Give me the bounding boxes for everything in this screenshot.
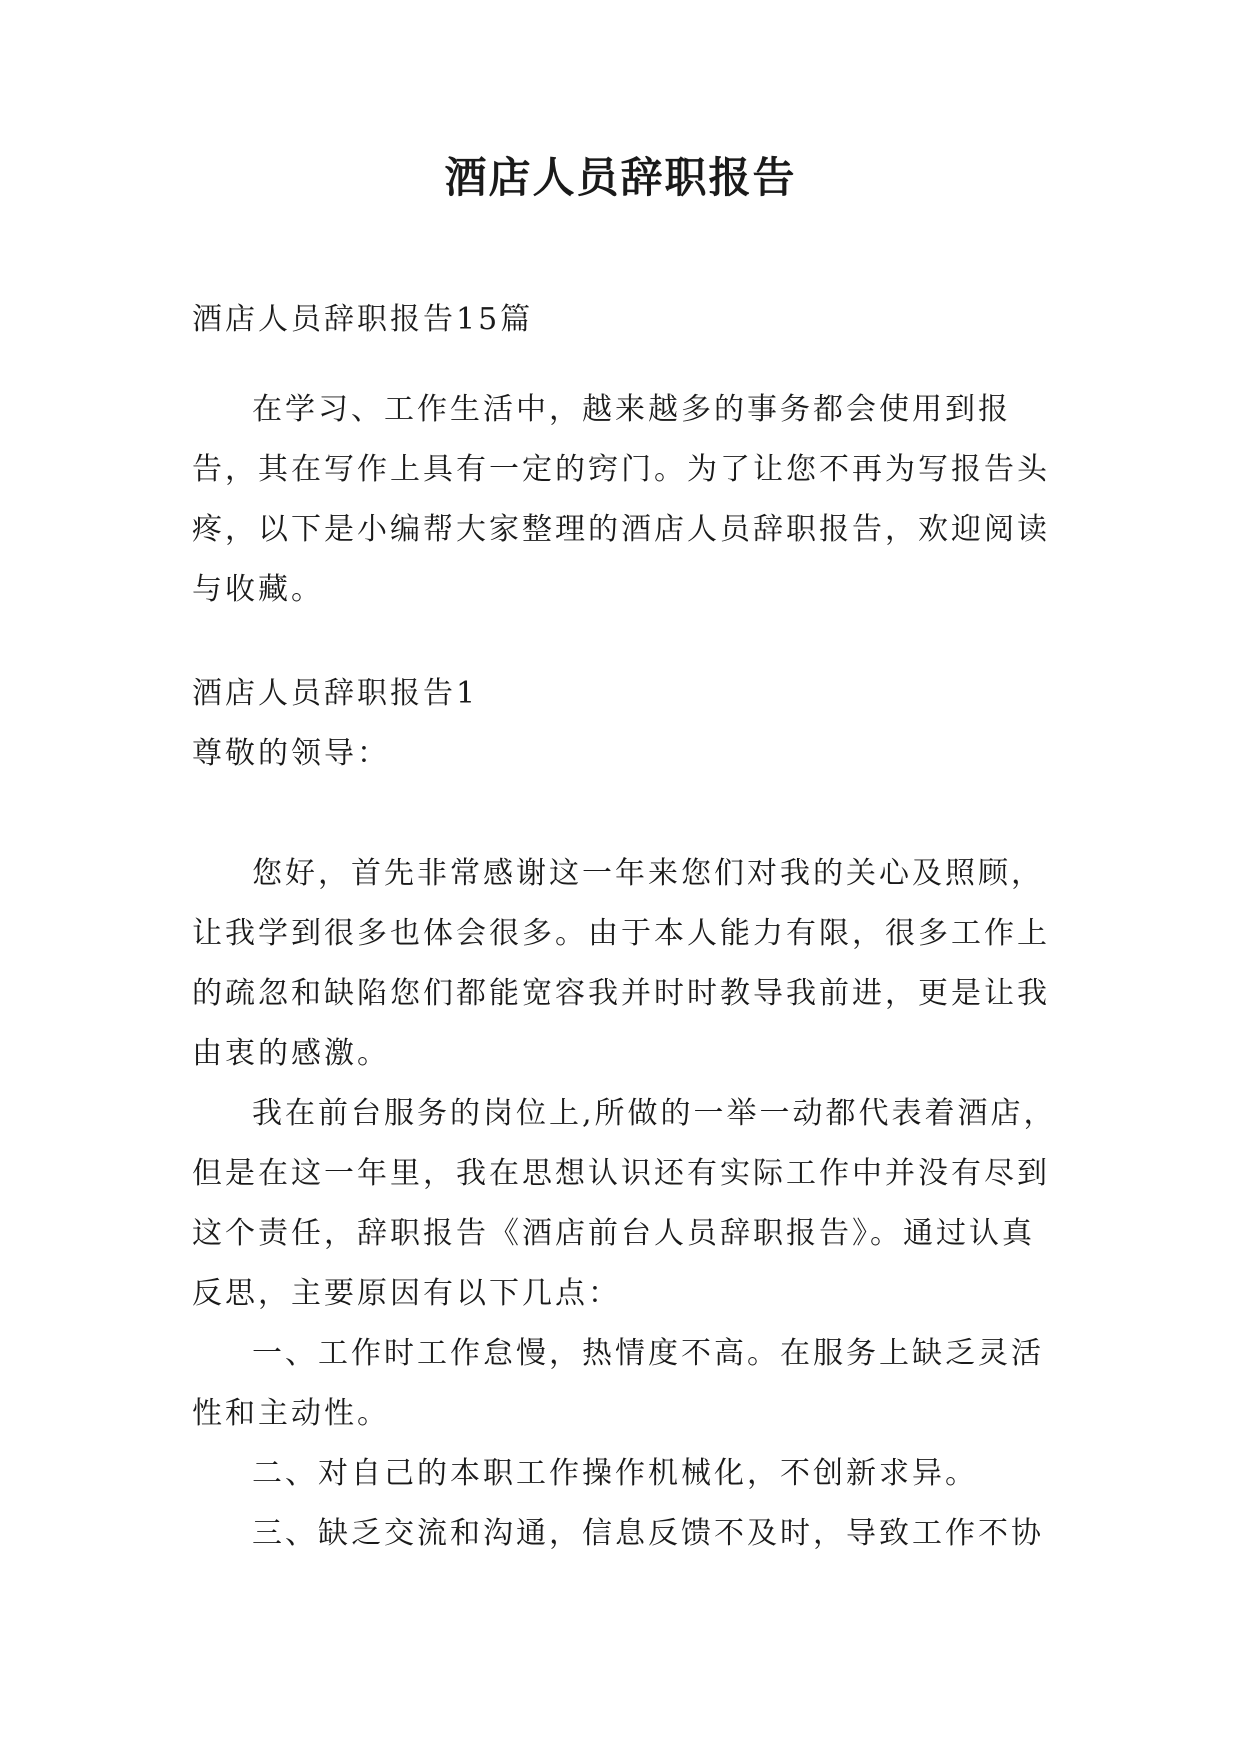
list-item: 三、缺乏交流和沟通，信息反馈不及时，导致工作不协 xyxy=(252,1516,1044,1551)
section-heading: 酒店人员辞职报告1 xyxy=(192,676,479,711)
document-subtitle: 酒店人员辞职报告15篇 xyxy=(192,302,534,337)
document-body xyxy=(192,290,1062,1564)
spacer xyxy=(192,620,1062,664)
spacer xyxy=(192,784,1062,844)
spacer xyxy=(192,350,1062,380)
document-title: 酒店人员辞职报告 xyxy=(444,153,797,202)
salutation: 尊敬的领导： xyxy=(192,736,390,771)
list-item: 一、工作时工作怠慢，热情度不高。在服务上缺乏灵活性和主动性。 xyxy=(192,1336,1044,1431)
intro-paragraph: 在学习、工作生活中，越来越多的事务都会使用到报告，其在写作上具有一定的窍门。为了让您不再为写报告头疼，以下是小编帮大家整理的酒店人员辞职报告，欢迎阅读与收藏。 xyxy=(192,392,1050,607)
body-paragraph: 我在前台服务的岗位上,所做的一举一动都代表着酒店，但是在这一年里，我在思想认识还有实际工作中并没有尽到这个责任，辞职报告《酒店前台人员辞职报告》。通过认真反思，主要原因有以下几点： xyxy=(192,1096,1057,1311)
body-paragraph: 您好，首先非常感谢这一年来您们对我的关心及照顾，让我学到很多也体会很多。由于本人能力有限，很多工作上的疏忽和缺陷您们都能宽容我并时时教导我前进，更是让我由衷的感激。 xyxy=(192,856,1050,1071)
list-item: 二、对自己的本职工作操作机械化，不创新求异。 xyxy=(252,1456,978,1491)
